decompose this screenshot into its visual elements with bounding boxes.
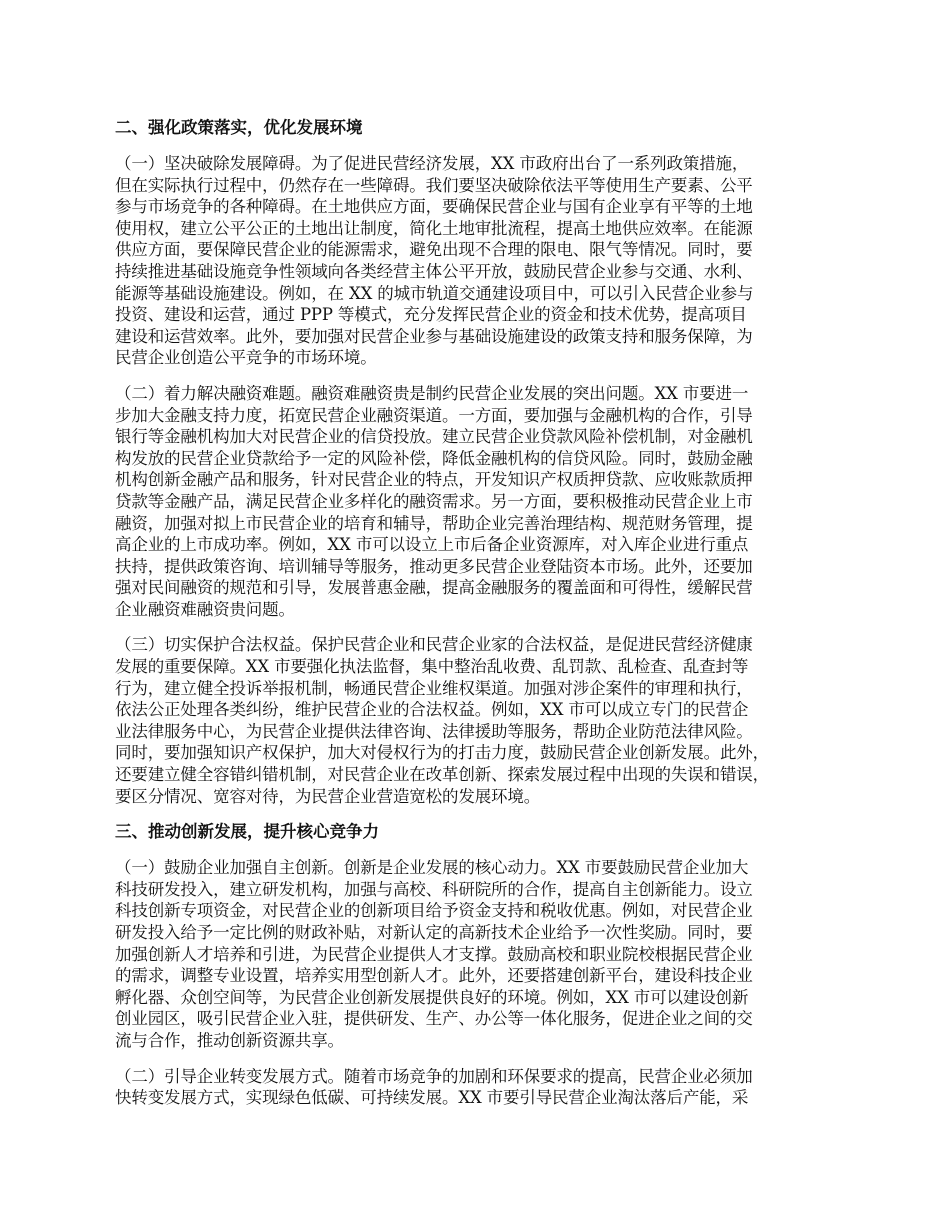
text-line: 研发投入给予一定比例的财政补贴，对新认定的高新技术企业给予一次性奖励。同时，要 — [115, 923, 753, 942]
text-line: 要区分情况、宽容对待，为民营企业营造宽松的发展环境。 — [115, 786, 541, 806]
text-line: 但在实际执行过程中，仍然存在一些障碍。我们要坚决破除依法平等使用生产要素、公平 — [115, 175, 753, 195]
text-line: 的需求，调整专业设置，培养实用型创新人才。此外，还要搭建创新平台，建设科技企业 — [115, 966, 753, 986]
text-line: （三）切实保护合法权益。保护民营企业和民营企业家的合法权益，是促进民营经济健康 — [115, 635, 753, 655]
text-line: 还要建立健全容错纠错机制，对民营企业在改革创新、探索发展过程中出现的失误和错误， — [115, 765, 770, 785]
text-line: 银行等金融机构加大对民营企业的信贷投放。建立民营企业贷款风险补偿机制，对金融机 — [115, 427, 753, 447]
text-line: （一）鼓励企业加强自主创新。创新是企业发展的核心动力。XX 市要鼓励民营企业加大 — [115, 858, 749, 878]
paragraph-financing — [115, 383, 840, 621]
text-line: 企业融资难融资贵问题。 — [115, 599, 295, 619]
text-line: 扶持，提供政策咨询、培训辅导等服务，推动更多民营企业登陆资本市场。此外，还要加 — [115, 556, 753, 576]
text-line: 孵化器、众创空间等，为民营企业创新发展提供良好的环境。例如，XX 市可以建设创新 — [115, 987, 749, 1007]
text-line: 建设和运营效率。此外，要加强对民营企业参与基础设施建设的政策支持和服务保障，为 — [115, 326, 753, 346]
text-line: 融资，加强对拟上市民营企业的培育和辅导，帮助企业完善治理结构、规范财务管理，提 — [115, 513, 753, 533]
text-line: （一）坚决破除发展障碍。为了促进民营经济发展，XX 市政府出台了一系列政策措施， — [115, 154, 749, 173]
text-line: 持续推进基础设施竞争性领域向各类经营主体公平开放，鼓励民营企业参与交通、水利、 — [115, 261, 753, 281]
text-line: 供应方面，要保障民营企业的能源需求，避免出现不合理的限电、限气等情况。同时，要 — [115, 240, 753, 260]
text-line: 步加大金融支持力度，拓宽民营企业融资渠道。一方面，要加强与金融机构的合作，引导 — [115, 405, 753, 425]
text-line: 高企业的上市成功率。例如，XX 市可以设立上市后备企业资源库，对入库企业进行重点 — [115, 535, 749, 555]
text-line: 强对民间融资的规范和引导，发展普惠金融，提高金融服务的覆盖面和可得性，缓解民营 — [115, 578, 753, 598]
text-line: 发展的重要保障。XX 市要强化执法监督，集中整治乱收费、乱罚款、乱检查、乱查封等 — [115, 657, 749, 677]
text-line: 民营企业创造公平竞争的市场环境。 — [115, 348, 377, 368]
section-heading: 三、推动创新发展，提升核心竞争力 — [115, 822, 379, 842]
text-line: 创业园区，吸引民营企业入驻，提供研发、生产、办公等一体化服务，促进企业之间的交 — [115, 1009, 753, 1029]
text-line: 同时，要加强知识产权保护，加大对侵权行为的打击力度，鼓励民营企业创新发展。此外， — [115, 743, 770, 763]
text-line: 行为，建立健全投诉举报机制，畅通民营企业维权渠道。加强对涉企案件的审理和执行， — [115, 678, 753, 698]
text-line: 科技研发投入，建立研发机构，加强与高校、科研院所的合作，提高自主创新能力。设立 — [115, 879, 753, 899]
text-line: 流与合作，推动创新资源共享。 — [115, 1030, 344, 1050]
text-line: 业法律服务中心，为民营企业提供法律咨询、法律援助等服务，帮助企业防范法律风险。 — [115, 721, 753, 741]
text-line: 构发放的民营企业贷款给予一定的风险补偿，降低金融机构的信贷风险。同时，鼓励金融 — [115, 448, 753, 468]
text-line: 依法公正处理各类纠纷，维护民营企业的合法权益。例如，XX 市可以成立专门的民营企 — [115, 700, 749, 720]
document-page — [115, 117, 840, 1123]
section-heading: 二、强化政策落实，优化发展环境 — [115, 118, 363, 137]
paragraph-remove-obstacles — [115, 153, 840, 369]
text-line: 快转变发展方式，实现绿色低碳、可持续发展。XX 市要引导民营企业淘汰落后产能，采 — [115, 1088, 749, 1108]
text-line: （二）着力解决融资难题。融资难融资贵是制约民营企业发展的突出问题。XX 市要进一 — [115, 383, 749, 403]
paragraph-transform-development — [115, 1066, 840, 1109]
text-line: 贷款等金融产品，满足民营企业多样化的融资需求。另一方面，要积极推动民营企业上市 — [115, 491, 753, 511]
text-line: 加强创新人才培养和引进，为民营企业提供人才支撑。鼓励高校和职业院校根据民营企业 — [115, 944, 753, 964]
text-line: （二）引导企业转变发展方式。随着市场竞争的加剧和环保要求的提高，民营企业必须加 — [115, 1066, 753, 1086]
text-line: 投资、建设和运营，通过 PPP 等模式，充分发挥民营企业的资金和技术优势，提高项目 — [115, 305, 747, 325]
text-line: 使用权，建立公平公正的土地出让制度，简化土地审批流程，提高土地供应效率。在能源 — [115, 218, 753, 238]
paragraph-legal-rights — [115, 634, 840, 807]
text-line: 科技创新专项资金，对民营企业的创新项目给予资金支持和税收优惠。例如，对民营企业 — [115, 901, 753, 921]
paragraph-independent-innovation — [115, 857, 840, 1051]
text-line: 能源等基础设施建设。例如，在 XX 的城市轨道交通建设项目中，可以引入民营企业参与 — [115, 283, 754, 303]
text-line: 机构创新金融产品和服务，针对民营企业的特点，开发知识产权质押贷款、应收账款质押 — [115, 470, 753, 490]
text-line: 参与市场竞争的各种障碍。在土地供应方面，要确保民营企业与国有企业享有平等的土地 — [115, 197, 753, 217]
